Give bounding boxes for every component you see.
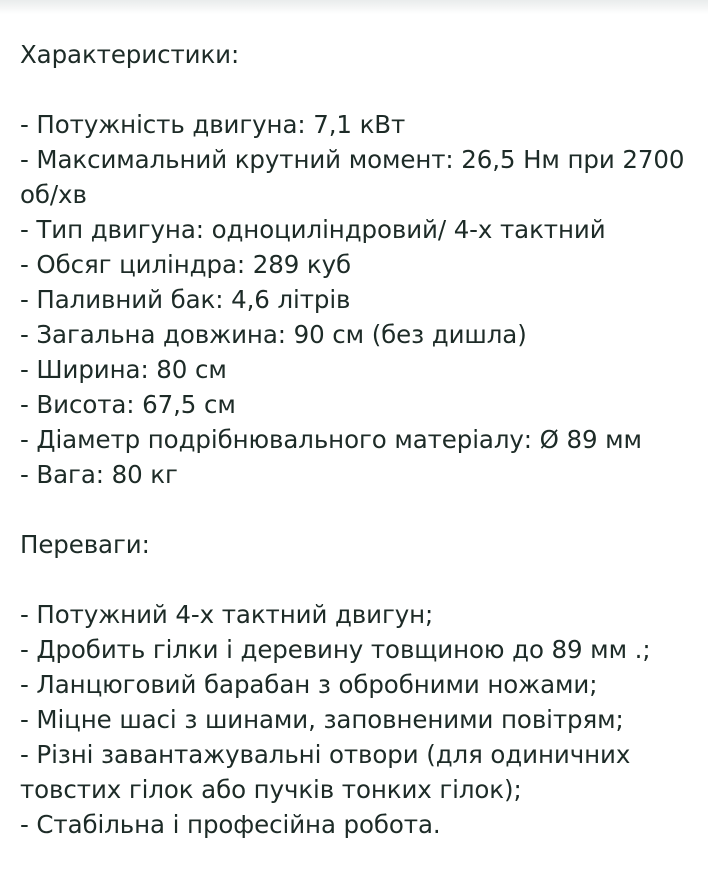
spec-item-max-torque: - Максимальний крутний момент: 26,5 Нм при 2700 об/хв <box>20 145 685 209</box>
advantage-item: - Різні завантажувальні отвори (для одиничних товстих гілок або пучків тонких гілок); <box>20 740 631 804</box>
spec-item-cylinder-volume: - Обсяг циліндра: 289 куб <box>20 250 351 279</box>
advantage-item: - Стабільна і професійна робота. <box>20 810 441 839</box>
spec-item-material-diameter: - Діаметр подрібнювального матеріалу: Ø 89 мм <box>20 425 642 454</box>
top-fade-bar <box>0 0 708 14</box>
spec-item-fuel-tank: - Паливний бак: 4,6 літрів <box>20 285 351 314</box>
spec-item-total-length: - Загальна довжина: 90 см (без дишла) <box>20 320 527 349</box>
spacer <box>20 72 690 107</box>
spec-item-engine-type: - Тип двигуна: одноциліндровий/ 4-х тактний <box>20 215 606 244</box>
spec-item-weight: - Вага: 80 кг <box>20 460 178 489</box>
characteristics-heading: Характеристики: <box>20 40 240 69</box>
spec-item-width: - Ширина: 80 см <box>20 355 227 384</box>
advantage-item: - Потужний 4-х тактний двигун; <box>20 600 434 629</box>
product-description <box>20 37 690 842</box>
characteristics-list <box>20 107 690 492</box>
advantages-list <box>20 597 690 842</box>
spec-item-engine-power: - Потужність двигуна: 7,1 кВт <box>20 110 406 139</box>
spacer <box>20 562 690 597</box>
spec-item-height: - Висота: 67,5 см <box>20 390 236 419</box>
advantages-heading: Переваги: <box>20 530 150 559</box>
advantage-item: - Ланцюговий барабан з обробними ножами; <box>20 670 598 699</box>
spacer <box>20 492 690 527</box>
advantage-item: - Дробить гілки і деревину товщиною до 89 мм .; <box>20 635 651 664</box>
advantage-item: - Міцне шасі з шинами, заповненими повітрям; <box>20 705 624 734</box>
